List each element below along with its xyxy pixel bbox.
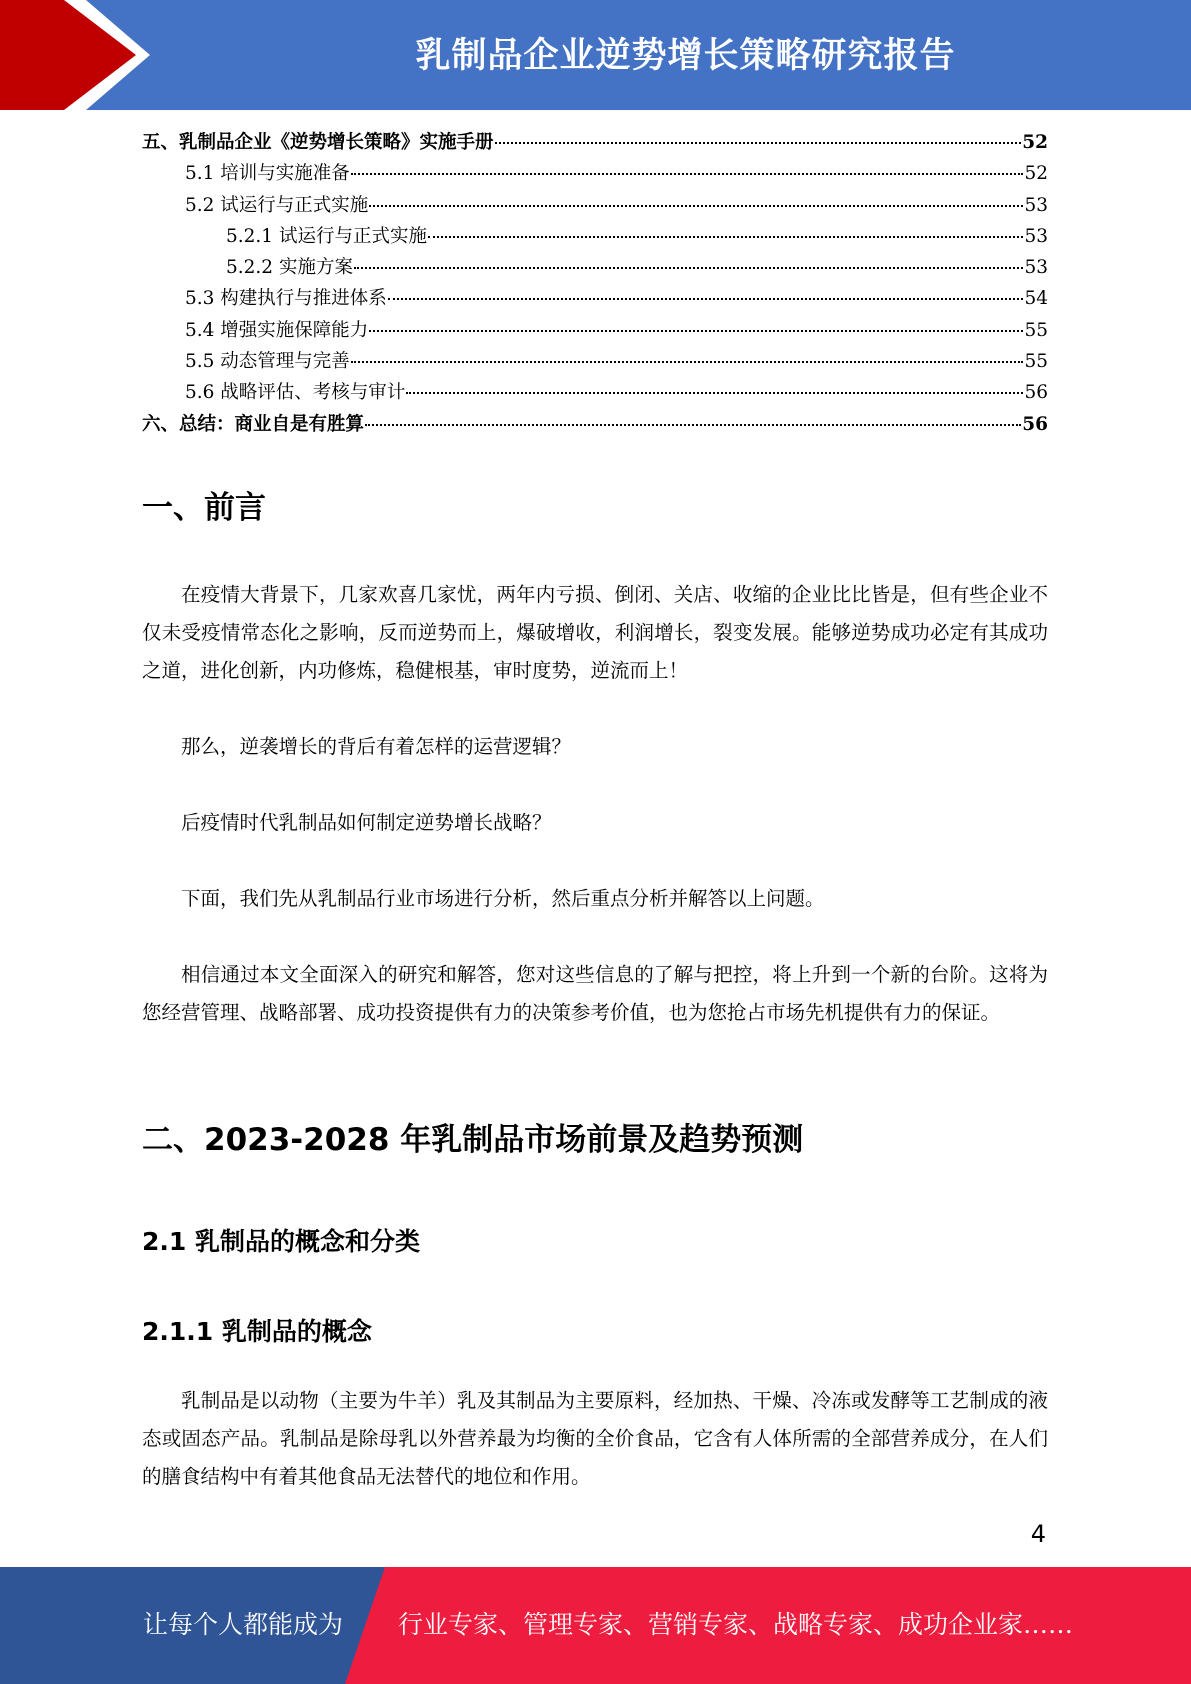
toc-entry[interactable] — [142, 378, 1048, 409]
toc-dot-leader — [354, 267, 1024, 269]
toc-entry-page: 55 — [1024, 351, 1048, 373]
preface-paragraph-3: 后疫情时代乳制品如何制定逆势增长战略？ — [181, 811, 552, 834]
toc-dot-leader — [388, 298, 1024, 300]
toc-entry-title: 五、乳制品企业《逆势增长策略》实施手册 — [142, 132, 494, 153]
toc-entry-page: 54 — [1024, 288, 1048, 310]
toc-entry-page: 55 — [1024, 319, 1048, 341]
toc-entry-page: 56 — [1022, 413, 1048, 435]
preface-paragraph-5: 相信通过本文全面深入的研究和解答，您对这些信息的了解与把控，将上升到一个新的台阶。这将为您经营管理、战略部署、成功投资提供有力的决策参考价值，也为您抢占市场先机提供有力的保证。 — [142, 963, 1048, 1024]
toc-entry-title: 5.4 增强实施保障能力 — [185, 319, 369, 341]
toc-entry-page: 53 — [1024, 194, 1048, 216]
toc-entry[interactable] — [142, 316, 1048, 347]
toc-entry[interactable] — [142, 128, 1048, 159]
toc-dot-leader — [495, 142, 1022, 144]
toc-entry[interactable] — [142, 347, 1048, 378]
toc-entry[interactable] — [142, 159, 1048, 190]
toc-dot-leader — [351, 361, 1024, 363]
preface-paragraph-2: 那么，逆袭增长的背后有着怎样的运营逻辑？ — [181, 735, 572, 758]
toc-entry-title: 5.2.1 试运行与正式实施 — [226, 225, 427, 247]
toc-entry[interactable] — [142, 253, 1048, 284]
page-footer — [0, 1567, 1191, 1684]
report-title: 乳制品企业逆势增长策略研究报告 — [415, 36, 956, 76]
toc-entry-title: 5.3 构建执行与推进体系 — [185, 288, 387, 310]
toc-dot-leader — [351, 173, 1024, 175]
section-2-1-heading: 2.1 乳制品的概念和分类 — [142, 1227, 420, 1256]
page-header — [0, 0, 1191, 110]
toc-entry-page: 53 — [1024, 225, 1048, 247]
preface-paragraph-1: 在疫情大背景下，几家欢喜几家忧，两年内亏损、倒闭、关店、收缩的企业比比皆是，但有些企业不仅未受疫情常态化之影响，反而逆势而上，爆破增收，利润增长，裂变发展。能够逆势成功必定有其成功之道，进化创新，内功修炼，稳健根基，审时度势，逆流而上！ — [142, 583, 1048, 682]
toc-entry[interactable] — [142, 410, 1048, 441]
toc-entry-page: 52 — [1022, 132, 1048, 153]
toc-entry-title: 六、总结：商业自是有胜算 — [142, 413, 365, 435]
toc-entry[interactable] — [142, 191, 1048, 222]
toc-entry-title: 5.1 培训与实施准备 — [185, 163, 350, 185]
toc-dot-leader — [406, 392, 1023, 394]
toc-dot-leader — [365, 424, 1021, 426]
toc-entry-page: 56 — [1024, 382, 1048, 404]
toc-entry-page: 52 — [1024, 163, 1048, 185]
toc-entry[interactable] — [142, 222, 1048, 253]
toc-dot-leader — [428, 236, 1023, 238]
preface-heading: 一、前言 — [142, 490, 266, 526]
toc-dot-leader — [369, 205, 1023, 207]
toc-entry-title: 5.2.2 实施方案 — [226, 257, 353, 279]
section-2-1-1-paragraph: 乳制品是以动物（主要为牛羊）乳及其制品为主要原料，经加热、干燥、冷冻或发酵等工艺制成的液态或固态产品。乳制品是除母乳以外营养最为均衡的全价食品，它含有人体所需的全部营养成分，在人们的膳食结构中有着其他食品无法替代的地位和作用。 — [142, 1389, 1048, 1488]
toc-entry-title: 5.2 试运行与正式实施 — [185, 194, 369, 216]
page-number: 4 — [1030, 1520, 1046, 1548]
section-2-heading: 二、2023-2028 年乳制品市场前景及趋势预测 — [142, 1122, 804, 1158]
preface-paragraph-4: 下面，我们先从乳制品行业市场进行分析，然后重点分析并解答以上问题。 — [181, 887, 825, 910]
toc-entry-title: 5.6 战略评估、考核与审计 — [185, 382, 406, 404]
toc-entry-page: 53 — [1024, 257, 1048, 279]
footer-slogan-left: 让每个人都能成为 — [143, 1610, 344, 1639]
section-2-1-1-heading: 2.1.1 乳制品的概念 — [142, 1317, 372, 1346]
toc-entry-title: 5.5 动态管理与完善 — [185, 351, 350, 373]
footer-slogan-right: 行业专家、管理专家、营销专家、战略专家、成功企业家…… — [398, 1610, 1074, 1639]
table-of-contents — [142, 128, 1048, 441]
toc-dot-leader — [369, 330, 1023, 332]
toc-entry[interactable] — [142, 284, 1048, 315]
